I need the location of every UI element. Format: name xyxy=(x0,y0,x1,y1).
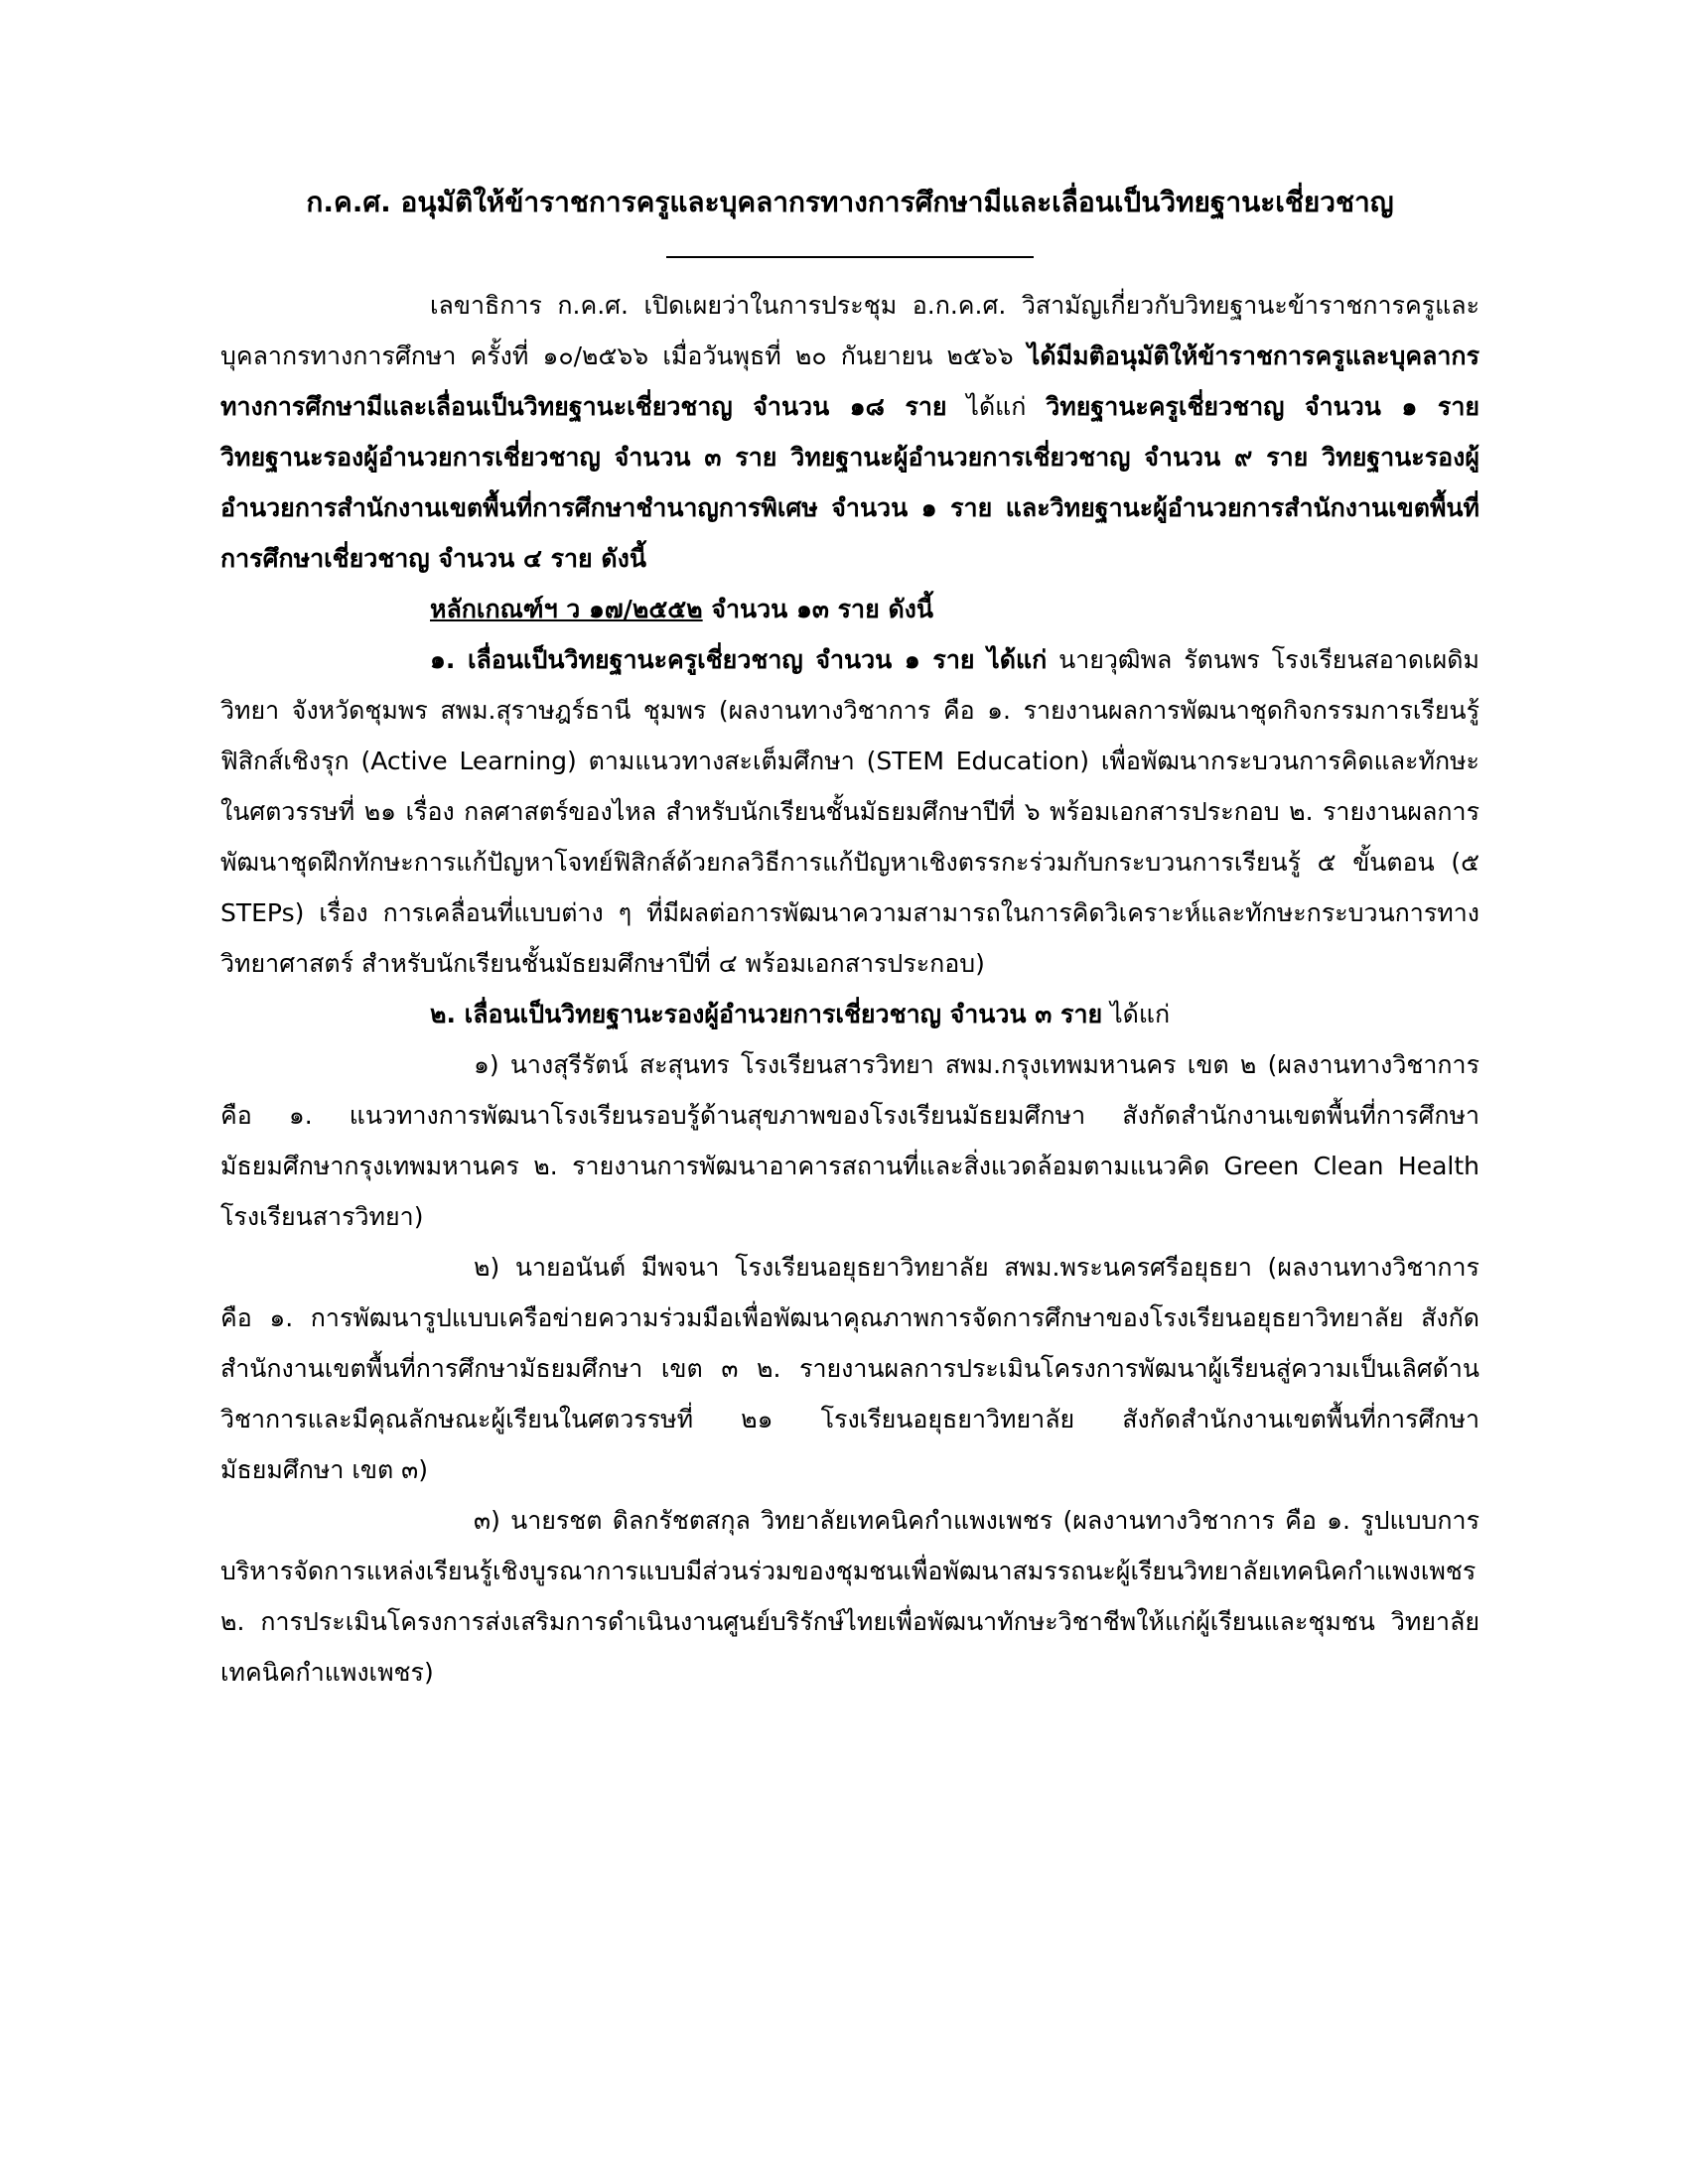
document-title: ก.ค.ศ. อนุมัติให้ข้าราชการครูและบุคลากรทางการศึกษามีและเลื่อนเป็นวิทยฐานะเชี่ยวชาญ xyxy=(306,186,1394,218)
intro-connector: ได้แก่ xyxy=(946,392,1047,421)
section-1-paragraph xyxy=(220,634,1479,989)
section-1-heading: ๑. เลื่อนเป็นวิทยฐานะครูเชี่ยวชาญ จำนวน ๑ ราย ได้แก่ xyxy=(430,645,1048,674)
section-2-heading-line xyxy=(220,989,1479,1039)
section-2-item-2: ๒) นายอนันต์ มีพจนา โรงเรียนอยุธยาวิทยาลัย สพม.พระนครศรีอยุธยา (ผลงานทางวิชาการ คือ ๑. การพัฒนารูปแบบเครือข่ายความร่วมมือเพื่อพัฒนาคุณภาพการจัดการศึกษาของโรงเรียนอยุธยาวิทยาลัย สังกัดสำนักงานเขตพื้นที่การศึกษามัธยมศึกษา เขต ๓ ๒. รายงานผลการประเมินโครงการพัฒนาผู้เรียนสู่ความเป็นเลิศด้านวิชาการและมีคุณลักษณะผู้เรียนในศตวรรษที่ ๒๑ โรงเรียนอยุธยาวิทยาลัย สังกัดสำนักงานเขตพื้นที่การศึกษามัธยมศึกษา เขต ๓) xyxy=(220,1253,1479,1484)
section-1-text: นายวุฒิพล รัตนพร โรงเรียนสอาดเผดิมวิทยา จังหวัดชุมพร สพม.สุราษฎร์ธานี ชุมพร (ผลงานทางวิชาการ คือ ๑. รายงานผลการพัฒนาชุดกิจกรรมการเรียนรู้ฟิสิกส์เชิงรุก (Active Learning) ตามแนวทางสะเต็มศึกษา (STEM Education) เพื่อพัฒนากระบวนการคิดและทักษะในศตวรรษที่ ๒๑ เรื่อง กลศาสตร์ของไหล สำหรับนักเรียนชั้นมัธยมศึกษาปีที่ ๖ พร้อมเอกสารประกอบ ๒. รายงานผลการพัฒนาชุดฝึกทักษะการแก้ปัญหาโจทย์ฟิสิกส์ด้วยกลวิธีการแก้ปัญหาเชิงตรรกะร่วมกับกระบวนการเรียนรู้ ๕ ขั้นตอน (๕ STEPs) เรื่อง การเคลื่อนที่แบบต่าง ๆ ที่มีผลต่อการพัฒนาความสามารถในการคิดวิเคราะห์และทักษะกระบวนการทางวิทยาศาสตร์ สำหรับนักเรียนชั้นมัธยมศึกษาปีที่ ๔ พร้อมเอกสารประกอบ) xyxy=(220,645,1479,978)
criteria-heading xyxy=(220,584,1479,634)
intro-breakdown: วิทยฐานะครูเชี่ยวชาญ จำนวน ๑ ราย วิทยฐานะรองผู้อำนวยการเชี่ยวชาญ จำนวน ๓ ราย วิทยฐานะผู้อำนวยการเชี่ยวชาญ จำนวน ๙ ราย วิทยฐานะรองผู้อำนวยการสำนักงานเขตพื้นที่การศึกษาชำนาญการพิเศษ จำนวน ๑ ราย และวิทยฐานะผู้อำนวยการสำนักงานเขตพื้นที่การศึกษาเชี่ยวชาญ จำนวน ๔ ราย ดังนี้ xyxy=(220,392,1480,573)
title-divider xyxy=(666,256,1034,258)
section-2-item-3: ๓) นายรชต ดิลกรัชตสกุล วิทยาลัยเทคนิคกำแพงเพชร (ผลงานทางวิชาการ คือ ๑. รูปแบบการบริหารจัดการแหล่งเรียนรู้เชิงบูรณาการแบบมีส่วนร่วมของชุมชนเพื่อพัฒนาสมรรถนะผู้เรียนวิทยาลัยเทคนิคกำแพงเพชร ๒. การประเมินโครงการส่งเสริมการดำเนินงานศูนย์บริรักษ์ไทยเพื่อพัฒนาทักษะวิชาชีพให้แก่ผู้เรียนและชุมชน วิทยาลัยเทคนิคกำแพงเพชร) xyxy=(220,1506,1479,1687)
criteria-count: จำนวน ๑๓ ราย ดังนี้ xyxy=(702,595,933,623)
criteria-reference: หลักเกณฑ์ฯ ว ๑๗/๒๕๕๒ xyxy=(430,595,703,623)
intro-paragraph xyxy=(220,280,1479,584)
section-2-item-1: ๑) นางสุรีรัตน์ สะสุนทร โรงเรียนสารวิทยา สพม.กรุงเทพมหานคร เขต ๒ (ผลงานทางวิชาการ คือ ๑. แนวทางการพัฒนาโรงเรียนรอบรู้ด้านสุขภาพของโรงเรียนมัธยมศึกษา สังกัดสำนักงานเขตพื้นที่การศึกษามัธยมศึกษากรุงเทพมหานคร ๒. รายงานการพัฒนาอาคารสถานที่และสิ่งแวดล้อมตามแนวคิด Green Clean Health โรงเรียนสารวิทยา) xyxy=(220,1050,1479,1231)
section-2-heading-tail: ได้แก่ xyxy=(1102,1000,1171,1028)
section-2-heading: ๒. เลื่อนเป็นวิทยฐานะรองผู้อำนวยการเชี่ยวชาญ จำนวน ๓ ราย xyxy=(430,1000,1103,1028)
document-page xyxy=(220,181,1479,1698)
intro-resolution: ได้มีมติอนุมัติให้ข้าราชการครูและบุคลากรทางการศึกษามีและเลื่อนเป็นวิทยฐานะเชี่ยวชาญ จำนวน ๑๘ ราย xyxy=(220,341,1479,421)
intro-text: เลขาธิการ ก.ค.ศ. เปิดเผยว่าในการประชุม อ.ก.ค.ศ. วิสามัญเกี่ยวกับวิทยฐานะข้าราชการครูและบุคลากรทางการศึกษา ครั้งที่ ๑๐/๒๕๖๖ เมื่อวันพุธที่ ๒๐ กันยายน ๒๕๖๖ xyxy=(220,291,1479,370)
